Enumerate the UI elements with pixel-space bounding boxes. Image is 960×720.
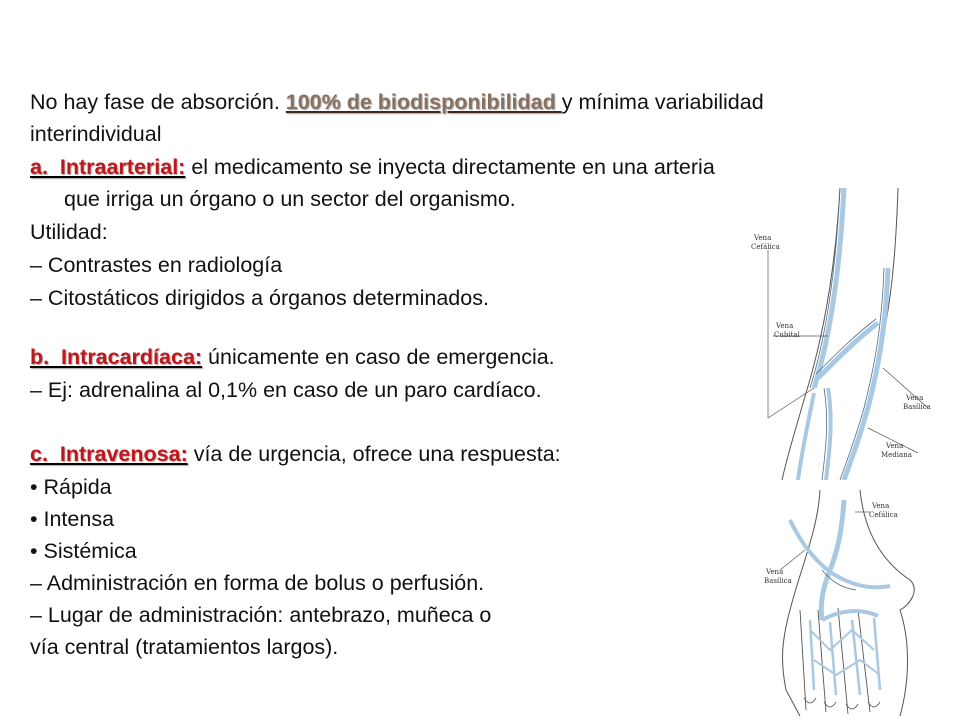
intro-line-2: interindividual	[30, 122, 162, 146]
section-b-item-1: – Ej: adrenalina al 0,1% en caso de un paro cardíaco.	[30, 378, 542, 402]
hand-label-1: Vena	[872, 502, 890, 510]
intracardiaca-label: b. Intracardíaca:	[30, 345, 203, 369]
utilidad-label: Utilidad:	[30, 220, 108, 244]
arm-label-8: Mediana	[881, 451, 912, 459]
intro-pre: No hay fase de absorción.	[30, 90, 286, 114]
intravenosa-label: c. Intravenosa:	[30, 442, 188, 466]
arm-label-3: Vena	[776, 322, 794, 330]
arm-label-6: Basílica	[903, 403, 931, 411]
section-c-item-1: – Administración en forma de bolus o perfusión.	[30, 571, 485, 595]
intraarterial-text: el medicamento se inyecta directamente en una arteria	[185, 155, 715, 179]
arm-label-4: Cubital	[774, 331, 800, 339]
hand-label-3: Vena	[766, 568, 784, 576]
bioavailability-highlight: 100% de biodisponibilidad	[285, 90, 562, 114]
section-c-item-3: vía central (tratamientos largos).	[30, 635, 339, 659]
arm-label-5: Vena	[906, 394, 924, 402]
intro-line-1	[30, 92, 764, 114]
intraarterial-label: a. Intraarterial:	[30, 155, 186, 179]
section-c-item-2: – Lugar de administración: antebrazo, muñeca o	[30, 603, 492, 627]
intravenosa-text: vía de urgencia, ofrece una respuesta:	[187, 442, 561, 466]
arm-label-7: Vena	[886, 442, 904, 450]
section-c-heading	[30, 444, 561, 466]
intro-post: y mínima variabilidad	[561, 90, 764, 114]
arm-veins-illustration	[718, 188, 950, 480]
arm-label-1: Vena	[754, 234, 772, 242]
section-b-heading	[30, 347, 555, 369]
section-a-heading	[30, 157, 715, 179]
bullet-intensa: • Intensa	[30, 507, 115, 531]
hand-label-2: Cefálica	[869, 511, 898, 519]
section-a-text-2: que irriga un órgano o un sector del organismo.	[64, 187, 516, 211]
intracardiaca-text: únicamente en caso de emergencia.	[202, 345, 555, 369]
utilidad-item-1: – Contrastes en radiología	[30, 253, 283, 277]
bullet-sistemica: • Sistémica	[30, 539, 137, 563]
hand-veins-illustration	[760, 490, 940, 718]
bullet-rapida: • Rápida	[30, 475, 112, 499]
hand-label-4: Basílica	[764, 577, 792, 585]
arm-label-2: Cefálica	[751, 243, 780, 251]
utilidad-item-2: – Citostáticos dirigidos a órganos determinados.	[30, 286, 489, 310]
